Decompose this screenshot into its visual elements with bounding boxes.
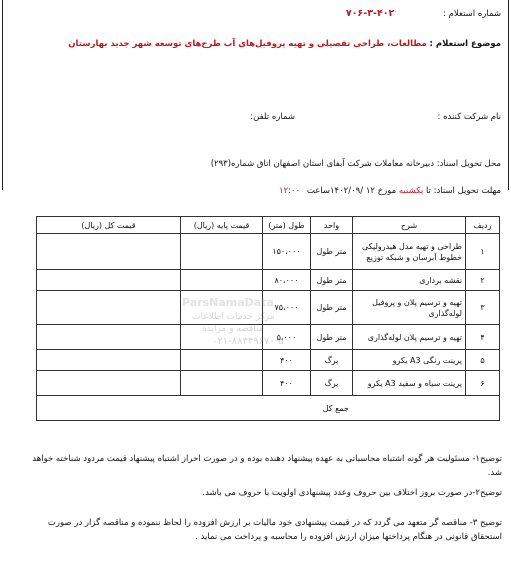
subject-text: مطالعات، طراحی تفصیلی و تهیه پروفیل‌های آب طرح‌های توسعه شهر جدید بهارستان	[68, 39, 427, 49]
row-number: ۲	[466, 270, 500, 291]
row-unit: متر طول	[311, 325, 353, 350]
row-unit: متر طول	[311, 270, 353, 291]
row-unit: برگ	[311, 350, 353, 371]
row-length: ۱۵۰،۰۰۰	[263, 234, 311, 270]
row-total-price-cell[interactable]	[37, 291, 181, 325]
table-row	[37, 270, 500, 291]
row-number: ۶	[466, 371, 500, 396]
deadline-time: ۱۲:۰۰	[279, 186, 301, 196]
row-unit: برگ	[311, 371, 353, 396]
row-number: ۴	[466, 325, 500, 350]
deadline-day: یکشنبه	[398, 186, 424, 196]
table-row	[37, 371, 500, 396]
row-base-price-cell[interactable]	[181, 371, 263, 396]
subject-line	[68, 38, 501, 50]
subject-label: موضوع استعلام :	[429, 39, 501, 49]
items-table	[36, 216, 500, 421]
watermark-line1: مرکز خدمات اطلاعات	[192, 312, 275, 322]
watermark-line2: مناقصه و مزایده	[202, 324, 264, 334]
phone-label: شماره تلفن:	[250, 112, 295, 122]
watermark-site: ParsNamaData	[182, 296, 274, 309]
row-length: ۷۵،۰۰۰	[263, 291, 311, 325]
row-length: ۴۰۰	[263, 350, 311, 371]
note-1: توضیح۱- مسئولیت هر گونه اشتباه محاسباتی به عهده پیشنهاد دهنده بوده و در صورت احراز اشتباه پیشنهاد قیمت مردود شناخته خواهد شد.	[32, 454, 502, 478]
col-header-description: شرح	[353, 217, 466, 234]
table-row	[37, 350, 500, 371]
right-border-line	[508, 0, 509, 190]
col-header-total-price: قیمت کل (ریال)	[37, 217, 181, 234]
table-header-row	[37, 217, 500, 234]
row-unit: متر طول	[311, 291, 353, 325]
row-base-price-cell[interactable]	[181, 350, 263, 371]
deadline-prefix: مهلت تحویل اسناد: تا	[425, 186, 501, 196]
note-2: توضیح۲-در صورت بروز اختلاف بین حروف وعدد پیشنهادی اولویت با حروف می باشد.	[202, 488, 502, 498]
row-base-price-cell[interactable]	[181, 291, 263, 325]
row-description: طراحی و تهیه مدل هیدرولیکی خطوط آبرسان و شبکه توزیع	[353, 234, 466, 270]
col-header-length: طول (متر)	[263, 217, 311, 234]
col-header-unit: واحد	[311, 217, 353, 234]
total-label: جمع کل	[37, 396, 500, 421]
table-row	[37, 291, 500, 325]
col-header-base-price: قیمت پایه (ریال)	[181, 217, 263, 234]
row-unit: متر طول	[311, 234, 353, 270]
delivery-place: محل تحویل اسناد: دبیرخانه معاملات شرکت آبفای استان اصفهان اتاق شماره(۲۹۳)	[210, 159, 501, 169]
table-total-row	[37, 396, 500, 421]
watermark-phone: ۰۲۱-۸۸۳۴۹۶۷۰-۵	[212, 336, 284, 347]
row-length: ۵،۰۰۰	[263, 325, 311, 350]
row-number: ۵	[466, 350, 500, 371]
row-total-price-cell[interactable]	[37, 270, 181, 291]
row-description: پرینت سیاه و سفید A3 یکرو	[353, 371, 466, 396]
row-base-price-cell[interactable]	[181, 234, 263, 270]
deadline-line	[279, 185, 501, 197]
row-total-price-cell[interactable]	[37, 234, 181, 270]
row-length: ۴۰۰	[263, 371, 311, 396]
row-length: ۸۰،۰۰۰	[263, 270, 311, 291]
deadline-middle: مورخ ۱۲ /۱۴۰۲/۰۹ساعت	[306, 186, 397, 196]
row-base-price-cell[interactable]	[181, 270, 263, 291]
left-border-line	[2, 0, 3, 190]
table-row	[37, 325, 500, 350]
inquiry-label: شماره استعلام :	[443, 9, 501, 19]
row-base-price-cell[interactable]	[181, 325, 263, 350]
row-description: تهیه و ترسیم پلان و پروفیل لوله‌گذاری	[353, 291, 466, 325]
row-total-price-cell[interactable]	[37, 350, 181, 371]
row-total-price-cell[interactable]	[37, 371, 181, 396]
row-description: نقشه برداری	[353, 270, 466, 291]
company-name-label: نام شرکت کننده :	[437, 112, 501, 122]
note-3: توضیح ۳- مناقصه گر متعهد می گردد که در قیمت پیشنهادی خود مالیات بر ارزش افزوده را لحاظ ننموده و مناقصه گزار در صورت استحقاق قانونی در هنگام پرداختها میزان ارزش افزوده را محاسبه و پرداخت می نماید .	[47, 518, 502, 542]
table-row	[37, 234, 500, 270]
inquiry-number-line	[346, 8, 501, 20]
row-description: پرینت رنگی A3 یکرو	[353, 350, 466, 371]
row-number: ۳	[466, 291, 500, 325]
inquiry-number: ۴۰۲-۳-۷۰۶	[345, 8, 395, 19]
row-number: ۱	[466, 234, 500, 270]
row-description: تهیه و ترسیم پلان لوله‌گذاری	[353, 325, 466, 350]
col-header-row-number: ردیف	[466, 217, 500, 234]
row-total-price-cell[interactable]	[37, 325, 181, 350]
